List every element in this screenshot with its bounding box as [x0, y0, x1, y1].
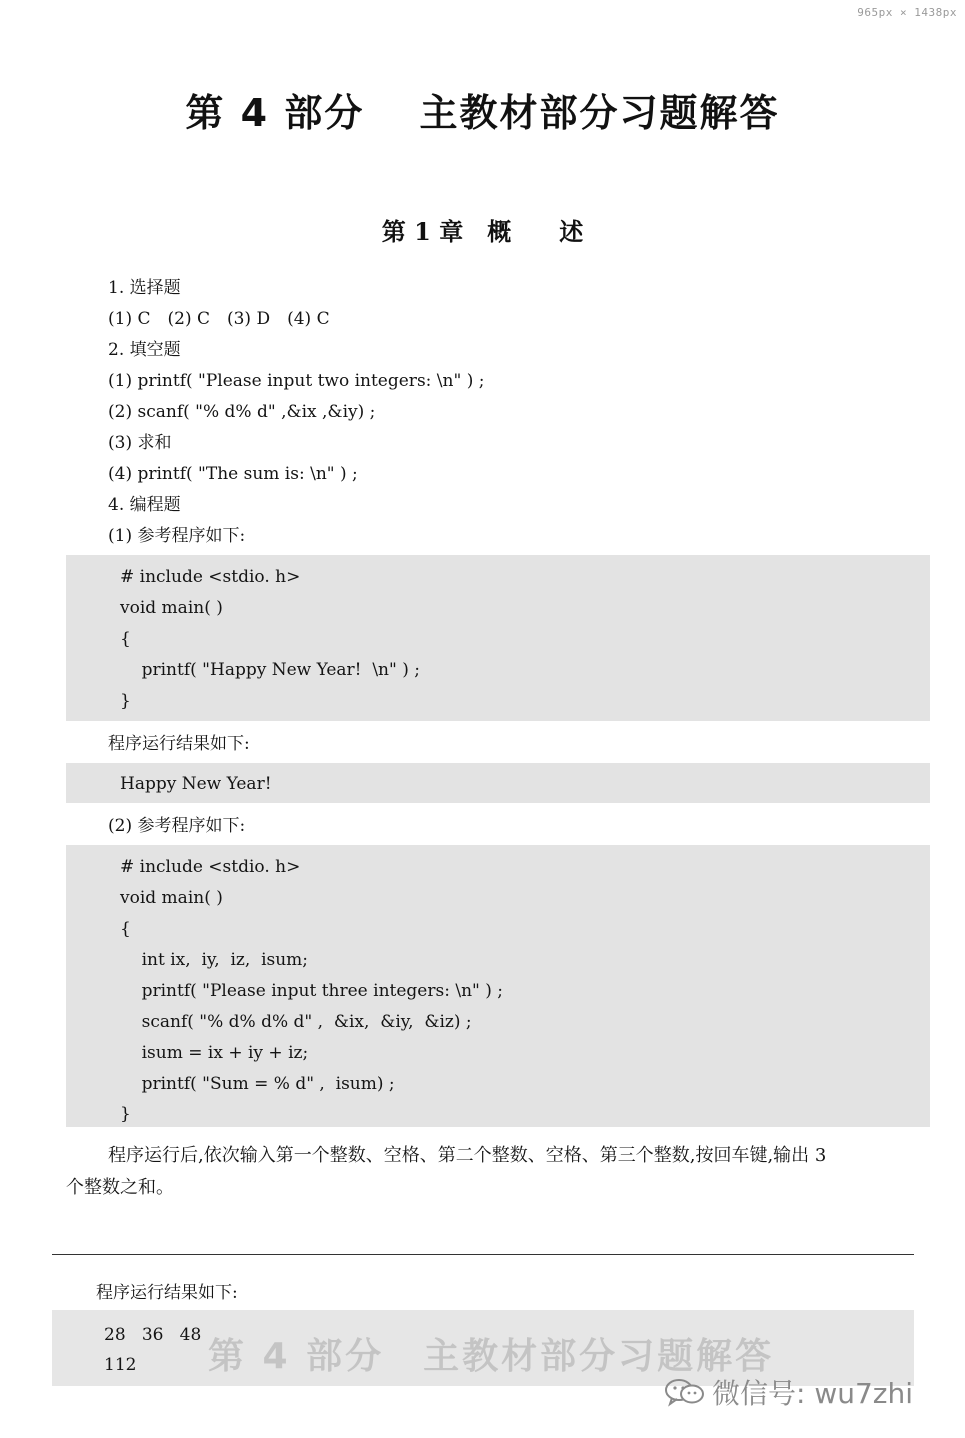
output-2-line-1: 28 36 48	[104, 1325, 202, 1345]
code-2-line-5: printf( "Please input three integers: \n" ) ;	[120, 981, 503, 1001]
code-2-line-3: {	[120, 919, 131, 939]
code-2-line-9: }	[120, 1104, 131, 1124]
paragraph-line-1: 程序运行后,依次输入第一个整数、空格、第二个整数、空格、第三个整数,按回车键,输出 3	[108, 1145, 827, 1166]
wechat-id-watermark: 微信号: wu7zhi	[712, 1377, 914, 1410]
code-1-line-2: void main( )	[120, 598, 223, 618]
code-2-line-4: int ix, iy, iz, isum;	[120, 950, 309, 970]
image-size-label: 965px × 1438px	[857, 6, 957, 19]
code-1-line-5: }	[120, 691, 131, 711]
bleed-through-title: 第 4 部分 主教材部分习题解答	[208, 1336, 775, 1377]
fill-answer-1: (1) printf( "Please input two integers: \n" ) ;	[108, 371, 485, 391]
code-1-line-1: # include <stdio. h>	[120, 567, 301, 587]
code-2-line-7: isum = ix + iy + iz;	[120, 1043, 309, 1063]
part-title: 第 4 部分 主教材部分习题解答	[185, 91, 780, 135]
output-1-text: Happy New Year!	[120, 774, 272, 794]
program-2-result-label: 程序运行结果如下:	[96, 1283, 238, 1303]
choice-answers: (1) C (2) C (3) D (4) C	[108, 309, 330, 329]
page-divider	[52, 1254, 914, 1255]
code-2-line-2: void main( )	[120, 888, 223, 908]
paragraph-line-2: 个整数之和。	[66, 1177, 174, 1198]
chapter-title: 第 1 章 概 述	[381, 217, 584, 246]
code-2-line-6: scanf( "% d% d% d" , &ix, &iy, &iz) ;	[120, 1012, 472, 1032]
code-1-line-3: {	[120, 629, 131, 649]
program-1-result-label: 程序运行结果如下:	[108, 734, 250, 754]
program-1-heading: (1) 参考程序如下:	[108, 526, 246, 546]
wechat-logo-icon	[664, 1377, 706, 1407]
code-2-line-1: # include <stdio. h>	[120, 857, 301, 877]
output-2-line-2: 112	[104, 1355, 137, 1375]
fill-answer-2: (2) scanf( "% d% d" ,&ix ,&iy) ;	[108, 402, 376, 422]
section-heading-fill: 2. 填空题	[108, 340, 181, 360]
code-1-line-4: printf( "Happy New Year! \n" ) ;	[120, 660, 420, 680]
program-2-heading: (2) 参考程序如下:	[108, 816, 246, 836]
code-2-line-8: printf( "Sum = % d" , isum) ;	[120, 1074, 395, 1094]
section-heading-choice: 1. 选择题	[108, 278, 181, 298]
fill-answer-4: (4) printf( "The sum is: \n" ) ;	[108, 464, 358, 484]
section-heading-programming: 4. 编程题	[108, 495, 181, 515]
fill-answer-3: (3) 求和	[108, 433, 172, 453]
